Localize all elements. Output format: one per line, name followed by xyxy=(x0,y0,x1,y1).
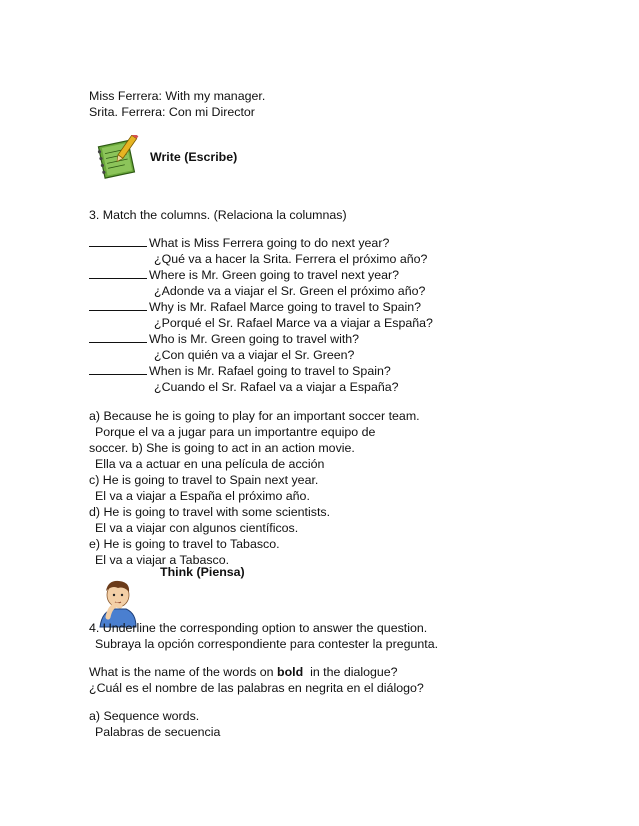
answer-blank[interactable] xyxy=(89,267,147,279)
exercise3-title: 3. Match the columns. (Relaciona la columnas) xyxy=(89,208,347,222)
answer-en: a) Because he is going to play for an important soccer team. xyxy=(89,409,420,423)
question-row xyxy=(89,235,389,251)
dialogue-line-en: Miss Ferrera: With my manager. xyxy=(89,89,266,103)
option-a-es[interactable]: Palabras de secuencia xyxy=(95,725,221,739)
answer-es: Porque el va a jugar para un importantre equipo de xyxy=(95,425,376,439)
question-en: Why is Mr. Rafael Marce going to travel to Spain? xyxy=(149,300,422,314)
question-es: ¿Con quién va a viajar el Sr. Green? xyxy=(154,348,355,362)
exercise4-title: 4. Underline the corresponding option to answer the question. xyxy=(89,621,428,635)
option-a-en[interactable]: a) Sequence words. xyxy=(89,709,200,723)
question-text-bold: bold xyxy=(277,665,304,679)
question-row xyxy=(89,331,359,347)
answer-es: Ella va a actuar en una película de acción xyxy=(95,457,325,471)
answer-es: El va a viajar a Tabasco. xyxy=(95,553,230,567)
answer-blank[interactable] xyxy=(89,363,147,375)
exercise4-question-en xyxy=(89,664,398,680)
answer-es: El va a viajar con algunos científicos. xyxy=(95,521,299,535)
question-es: ¿Porqué el Sr. Rafael Marce va a viajar a España? xyxy=(154,316,433,330)
question-en: What is Miss Ferrera going to do next year? xyxy=(149,236,390,250)
answer-blank[interactable] xyxy=(89,235,147,247)
think-heading: Think (Piensa) xyxy=(160,565,245,579)
question-en: When is Mr. Rafael going to travel to Spain? xyxy=(149,364,391,378)
question-text-pre: What is the name of the words on xyxy=(89,665,278,679)
question-en: Who is Mr. Green going to travel with? xyxy=(149,332,360,346)
answer-en: soccer. b) She is going to act in an action movie. xyxy=(89,441,355,455)
dialogue-line-es: Srita. Ferrera: Con mi Director xyxy=(89,105,255,119)
answer-es: El va a viajar a España el próximo año. xyxy=(95,489,310,503)
notebook-pencil-icon xyxy=(93,135,143,179)
answer-en: e) He is going to travel to Tabasco. xyxy=(89,537,280,551)
question-text-post: in the dialogue? xyxy=(303,665,398,679)
question-en: Where is Mr. Green going to travel next year? xyxy=(149,268,399,282)
answer-en: c) He is going to travel to Spain next year. xyxy=(89,473,319,487)
write-heading: Write (Escribe) xyxy=(150,150,238,164)
question-row xyxy=(89,299,421,315)
answer-blank[interactable] xyxy=(89,299,147,311)
question-row xyxy=(89,363,391,379)
question-es: ¿Adonde va a viajar el Sr. Green el próximo año? xyxy=(154,284,426,298)
question-es: ¿Cuando el Sr. Rafael va a viajar a España? xyxy=(154,380,399,394)
answer-en: d) He is going to travel with some scientists. xyxy=(89,505,331,519)
exercise4-title-es: Subraya la opción correspondiente para contester la pregunta. xyxy=(95,637,439,651)
exercise4-question-es: ¿Cuál es el nombre de las palabras en negrita en el diálogo? xyxy=(89,681,424,695)
question-es: ¿Qué va a hacer la Srita. Ferrera el próximo año? xyxy=(154,252,428,266)
question-row xyxy=(89,267,399,283)
answer-blank[interactable] xyxy=(89,331,147,343)
